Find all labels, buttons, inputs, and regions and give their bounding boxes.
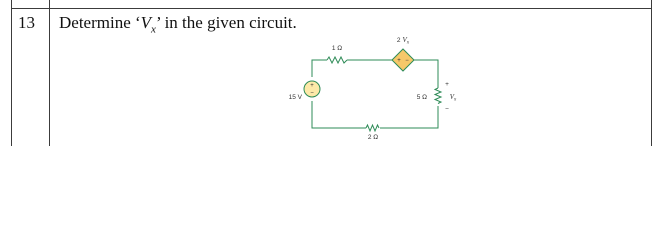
resistor-1ohm: [327, 57, 347, 63]
vx-plus-sign: +: [445, 81, 449, 88]
wire-right-bottom: [380, 106, 438, 128]
svg-text:−: −: [405, 58, 409, 64]
source-label: 15 V: [288, 94, 302, 101]
question-text-before: Determine ‘: [59, 13, 141, 32]
r-right-label: 5 Ω: [416, 94, 427, 101]
wire-left-top: [312, 60, 327, 77]
resistor-2ohm: [366, 125, 379, 131]
r-top-label: 1 Ω: [331, 45, 343, 52]
dependent-source-diamond: [392, 49, 414, 71]
question-number: 13: [18, 13, 35, 32]
vx-minus-sign: −: [445, 106, 449, 113]
voltage-source-15v: [304, 81, 320, 97]
r-bottom-label: 2 Ω: [367, 134, 379, 141]
question-text-after: ’ in the given circuit.: [155, 13, 297, 32]
vx-label: Vx: [449, 93, 457, 103]
svg-text:+: +: [310, 83, 314, 89]
question-variable: $V_x$: [140, 13, 156, 36]
wire-bottom: [312, 101, 366, 128]
wire-right-top: [414, 60, 438, 88]
svg-text:+: +: [397, 58, 401, 64]
svg-text:−: −: [310, 90, 314, 97]
dep-source-label: 2 Vx: [396, 36, 410, 46]
resistor-5ohm: [435, 88, 441, 104]
